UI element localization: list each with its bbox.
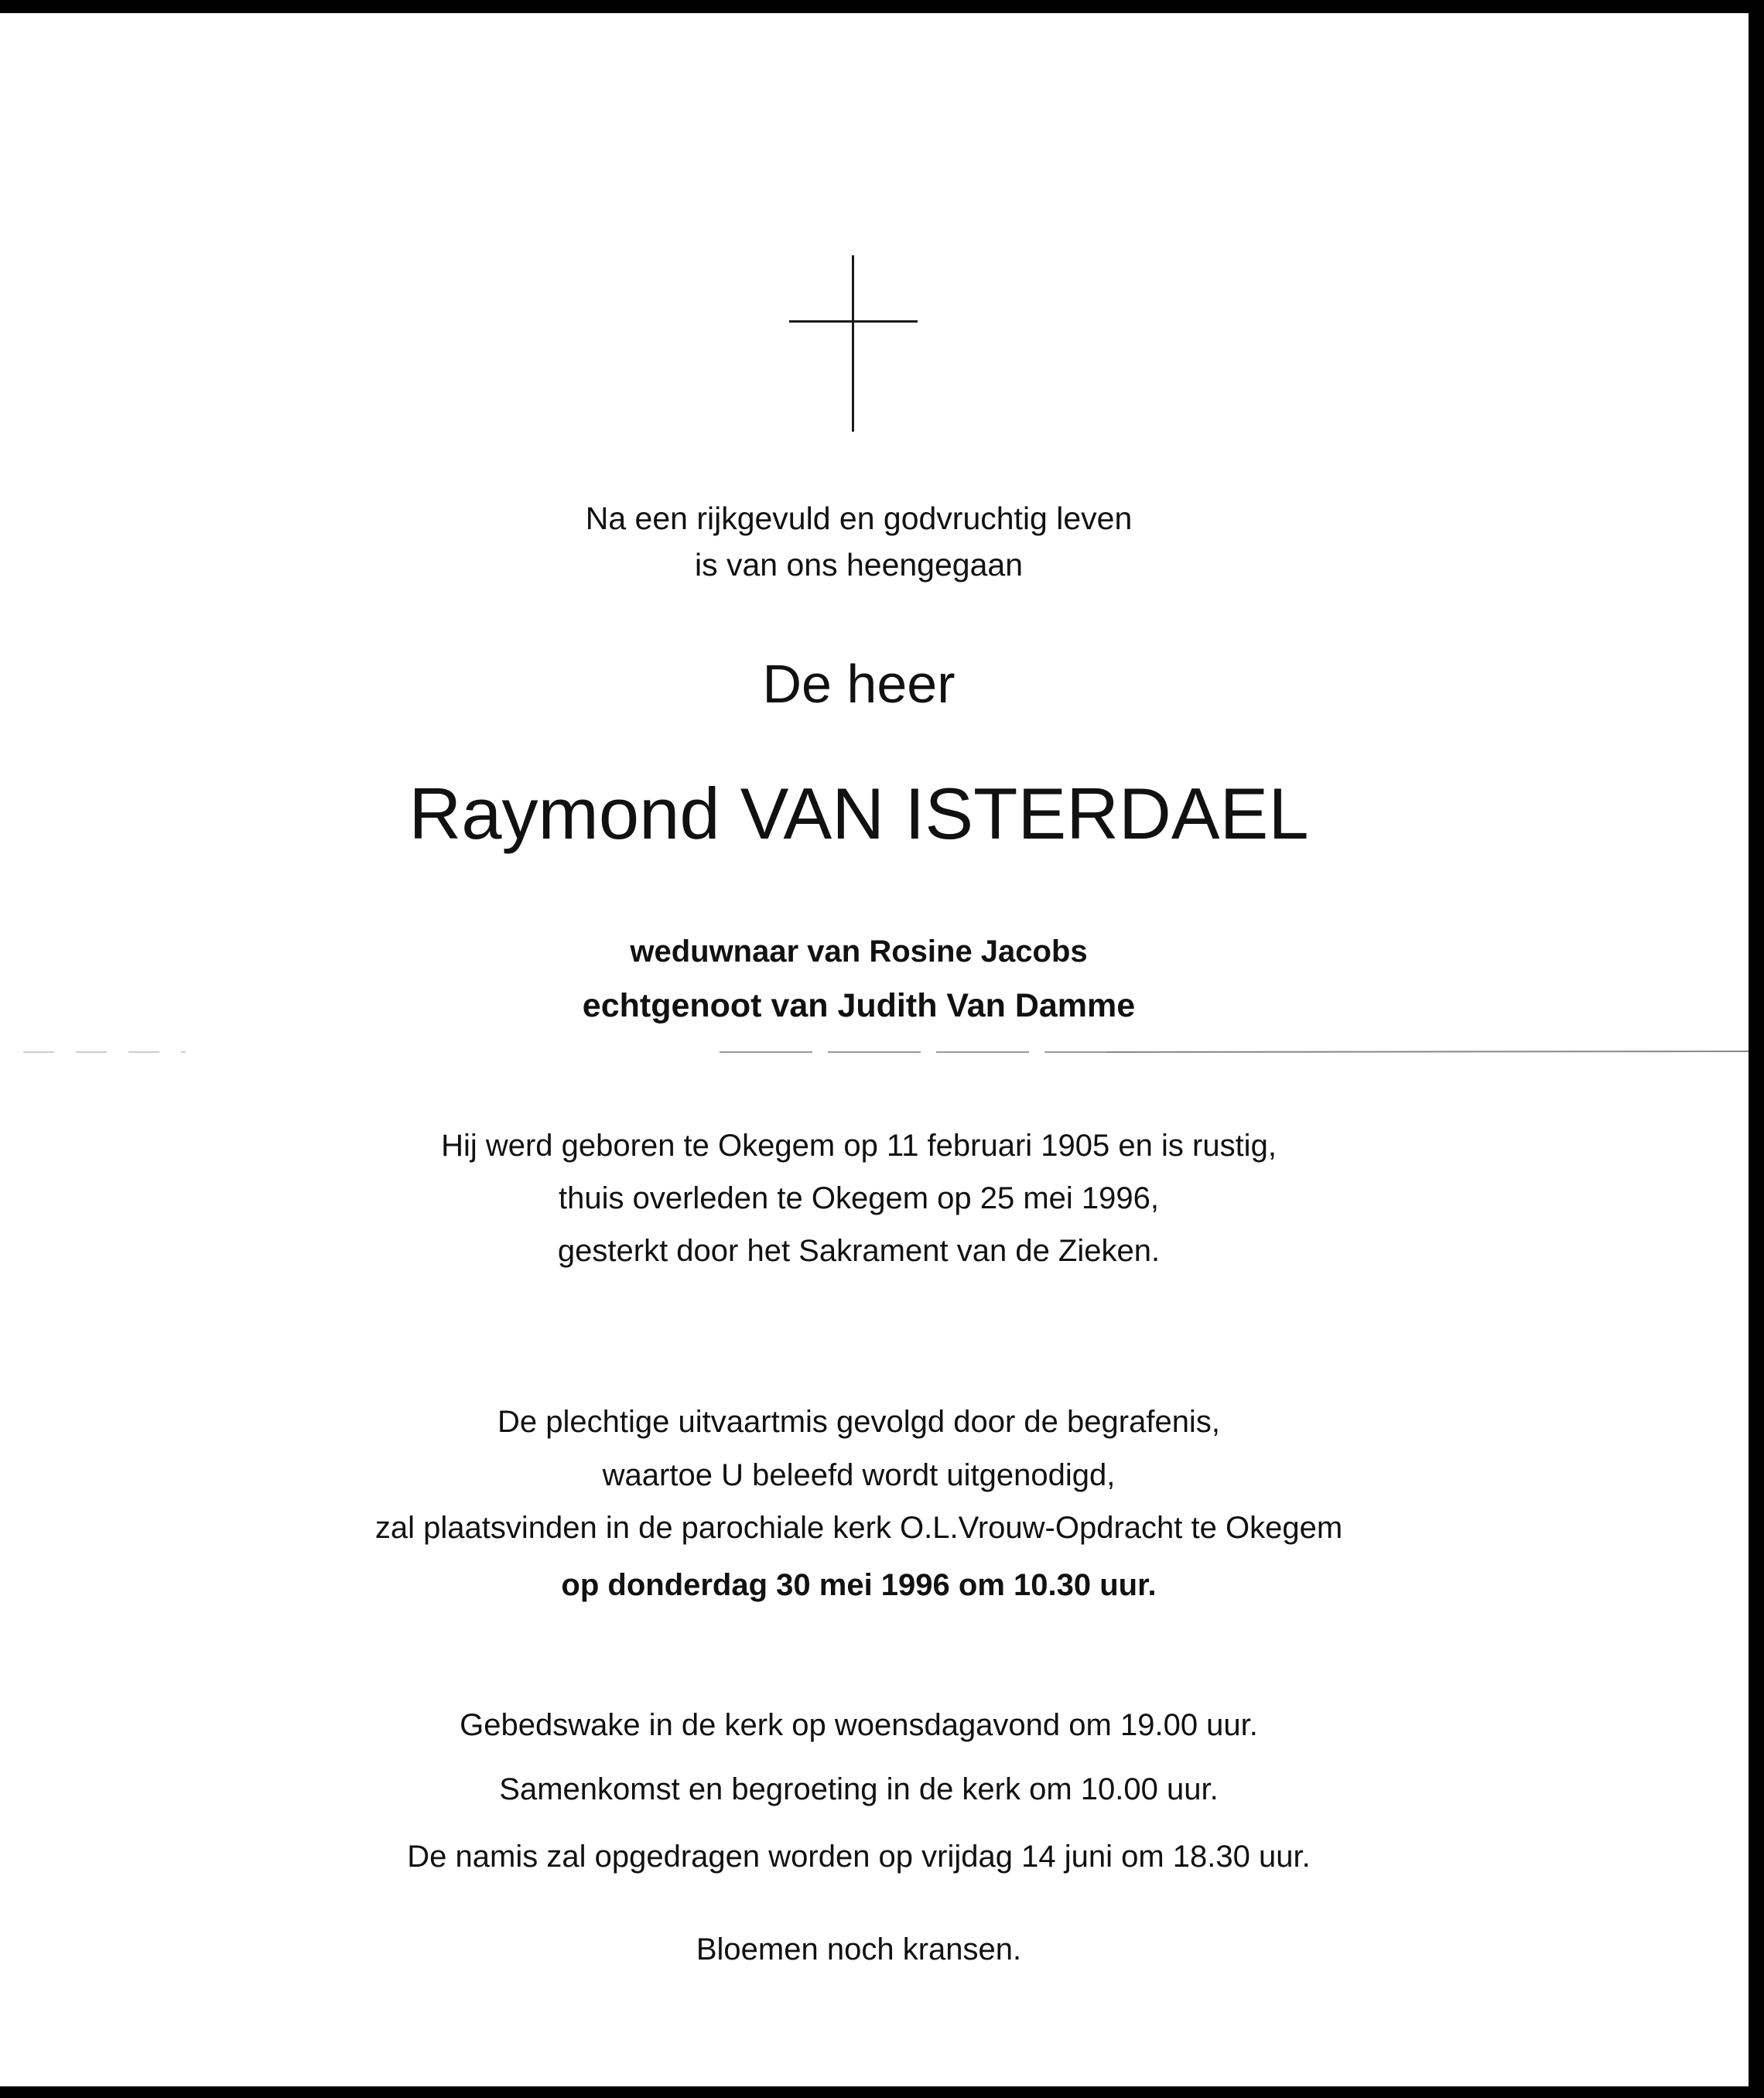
notice-prayer-vigil: Gebedswake in de kerk op woensdagavond om 19.00 uur.: [460, 1708, 1258, 1742]
intro-line-2: is van ons heengegaan: [694, 547, 1023, 583]
life-line-1: Hij werd geboren te Okegem op 11 februari 1905 en is rustig,: [441, 1129, 1277, 1163]
funeral-line-1: De plechtige uitvaartmis gevolgd door de begrafenis,: [497, 1405, 1220, 1439]
memorial-card: [0, 13, 1749, 2086]
honorific: De heer: [762, 654, 956, 714]
notice-memorial-mass: De namis zal opgedragen worden op vrijdag 14 juni om 18.30 uur.: [407, 1840, 1311, 1874]
relation-widower: weduwnaar van Rosine Jacobs: [630, 935, 1088, 969]
fold-line: [23, 1050, 1749, 1054]
cross-icon: [789, 255, 918, 432]
intro-line-1: Na een rijkgevuld en godvruchtig leven: [585, 501, 1133, 536]
life-line-2: thuis overleden te Okegem op 25 mei 1996,: [558, 1181, 1160, 1215]
closing-note: Bloemen noch kransen.: [696, 1932, 1022, 1966]
relation-spouse: echtgenoot van Judith Van Damme: [582, 987, 1136, 1024]
notice-gathering: Samenkomst en begroeting in de kerk om 10.00 uur.: [499, 1772, 1219, 1806]
funeral-line-3: zal plaatsvinden in de parochiale kerk O.L.Vrouw-Opdracht te Okegem: [374, 1511, 1343, 1545]
funeral-line-2: waartoe U beleefd wordt uitgenodigd,: [602, 1458, 1116, 1492]
funeral-date: op donderdag 30 mei 1996 om 10.30 uur.: [561, 1568, 1157, 1602]
deceased-name: Raymond VAN ISTERDAEL: [409, 773, 1309, 854]
life-line-3: gesterkt door het Sakrament van de Zieken.: [557, 1234, 1161, 1268]
